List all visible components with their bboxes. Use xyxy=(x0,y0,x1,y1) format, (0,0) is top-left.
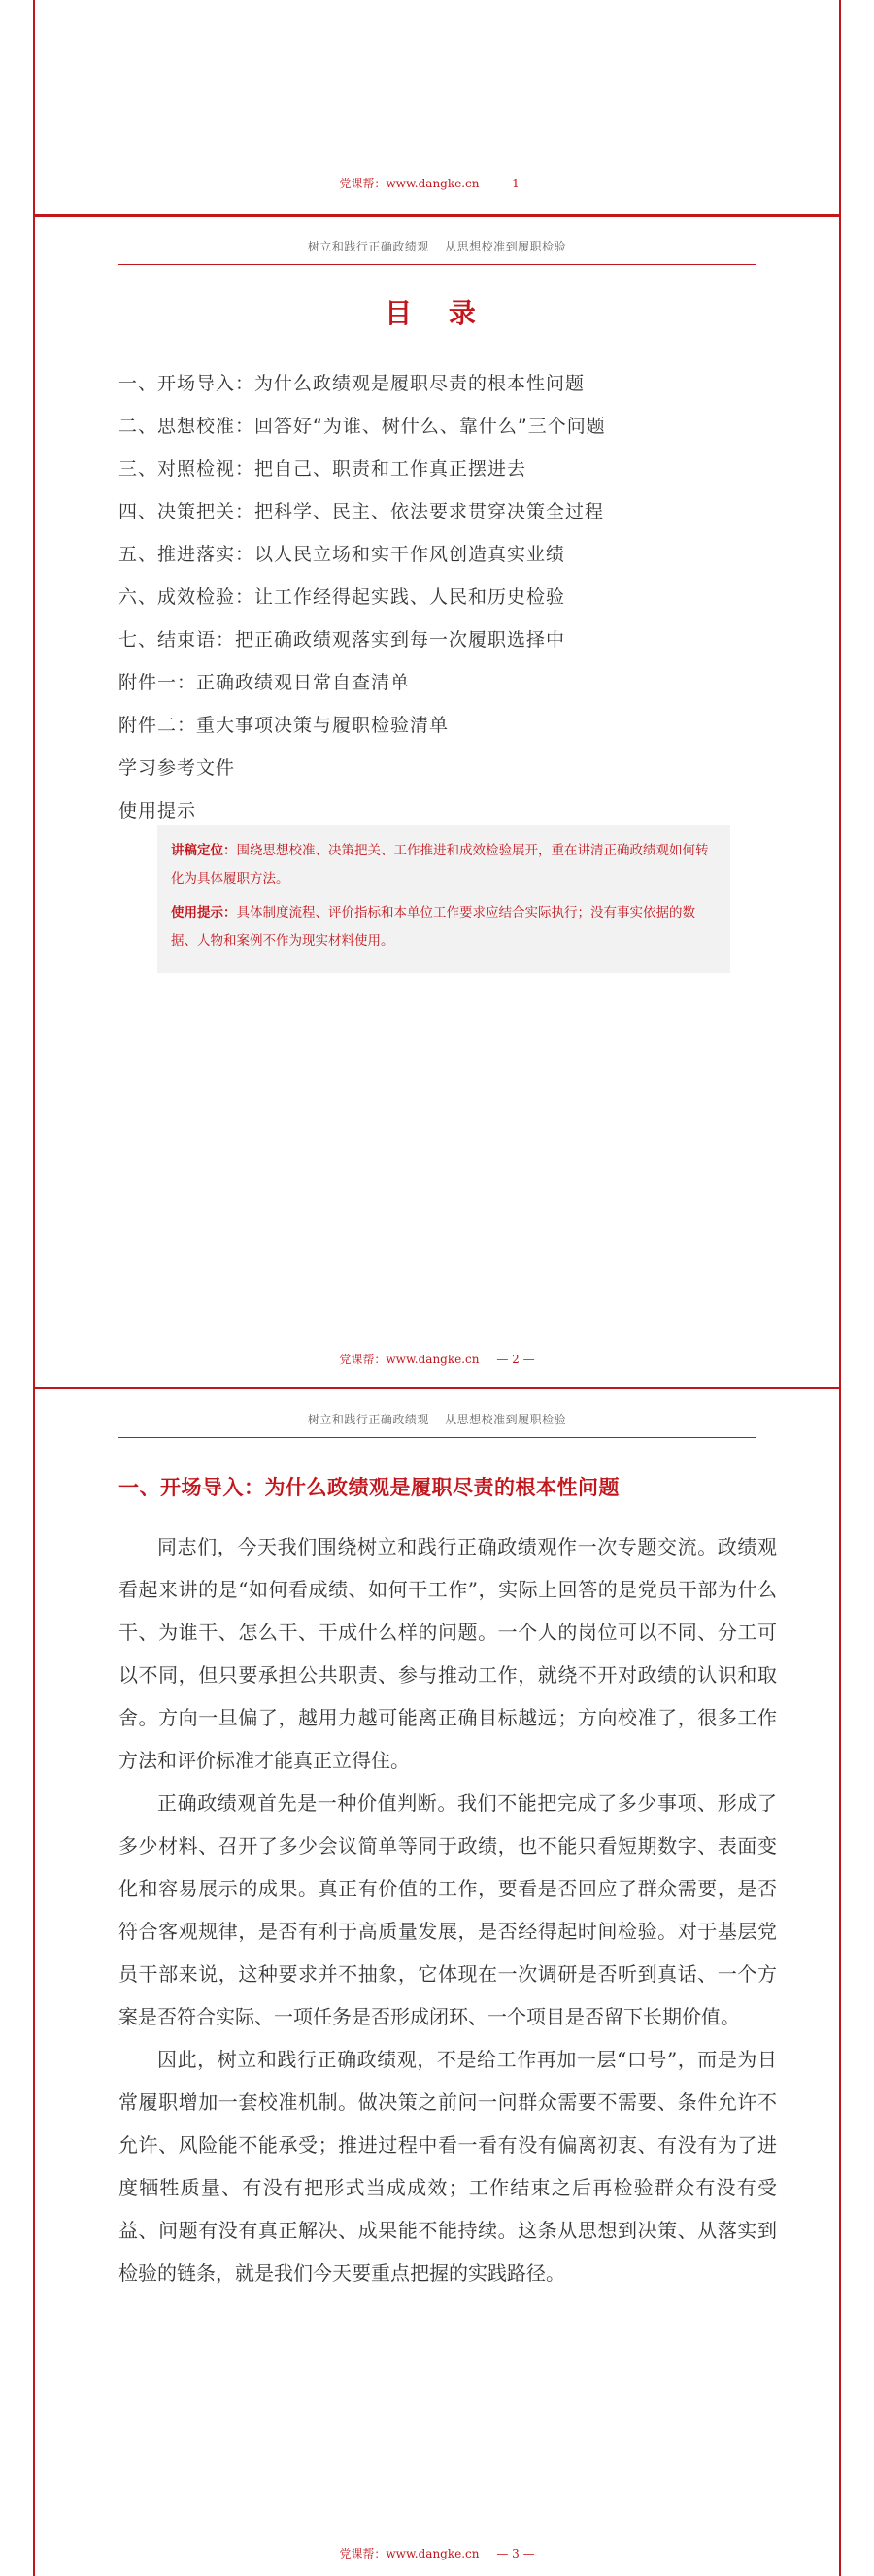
page-1 xyxy=(33,0,841,214)
toc-item[interactable]: 附件二：重大事项决策与履职检验清单 xyxy=(118,715,450,736)
running-header xyxy=(118,238,756,265)
page-footer xyxy=(35,2545,839,2561)
toc-item[interactable]: 使用提示 xyxy=(118,800,197,821)
positioning-note xyxy=(171,837,717,893)
running-header-title: 树立和践行正确政绩观 xyxy=(307,1413,429,1426)
body-paragraph: 正确政绩观首先是一种价值判断。我们不能把完成了多少事项、形成了多少材料、召开了多少会议简单等同于政绩，也不能只看短期数字、表面变化和容易展示的成果。真正有价值的工作，要看是否回应了群众需要，是否符合客观规律，是否有利于高质量发展，是否经得起时间检验。对于基层党员干部来说，这种要求并不抽象，它体现在一次调研是否听到真话、一个方案是否符合实际、一项任务是否形成闭环、一个项目是否留下长期价值。 xyxy=(118,1791,777,2028)
page-number: — 3 — xyxy=(496,2547,535,2560)
usage-note-box xyxy=(157,825,730,973)
usage-label: 使用提示： xyxy=(171,905,237,920)
toc-item[interactable]: 七、结束语：把正确政绩观落实到每一次履职选择中 xyxy=(118,629,566,651)
running-header-subtitle: 从思想校准到履职检验 xyxy=(445,240,567,253)
positioning-text: 围绕思想校准、决策把关、工作推进和成效检验展开，重在讲清正确政绩观如何转化为具体履职方法。 xyxy=(171,843,709,887)
body-paragraph: 同志们，今天我们围绕树立和践行正确政绩观作一次专题交流。政绩观看起来讲的是“如何看成绩、如何干工作”，实际上回答的是党员干部为什么干、为谁干、怎么干、干成什么样的问题。一个人的岗位可以不同、分工可以不同，但只要承担公共职责、参与推动工作，就绕不开对政绩的认识和取舍。方向一旦偏了，越用力越可能离正确目标越远；方向校准了，很多工作方法和评价标准才能真正立得住。 xyxy=(118,1535,777,1772)
toc-item[interactable]: 三、对照检视：把自己、职责和工作真正摆进去 xyxy=(118,458,527,480)
running-header-subtitle: 从思想校准到履职检验 xyxy=(445,1413,567,1426)
page-footer xyxy=(35,175,839,191)
body-paragraph: 因此，树立和践行正确政绩观，不是给工作再加一层“口号”，而是为日常履职增加一套校准机制。做决策之前问一问群众需要不需要、条件允许不允许、风险能不能承受；推进过程中看一看有没有偏离初衷、有没有为了进度牺牲质量、有没有把形式当成成效；工作结束之后再检验群众有没有受益、问题有没有真正解决、成果能不能持续。这条从思想到决策、从落实到检验的链条，就是我们今天要重点把握的实践路径。 xyxy=(118,2048,777,2285)
toc-list xyxy=(118,362,781,832)
toc-item[interactable]: 六、成效检验：让工作经得起实践、人民和历史检验 xyxy=(118,586,566,608)
page-number: — 2 — xyxy=(496,1353,535,1366)
toc-item[interactable]: 学习参考文件 xyxy=(118,757,236,779)
usage-text: 具体制度流程、评价指标和本单位工作要求应结合实际执行；没有事实依据的数据、人物和案例不作为现实材料使用。 xyxy=(171,905,695,949)
toc-item[interactable]: 一、开场导入：为什么政绩观是履职尽责的根本性问题 xyxy=(118,373,586,394)
page-3 xyxy=(33,1387,841,2576)
running-header-title: 树立和践行正确政绩观 xyxy=(307,240,429,253)
page-footer xyxy=(35,1351,839,1367)
toc-item[interactable]: 五、推进落实：以人民立场和实干作风创造真实业绩 xyxy=(118,544,566,565)
toc-item[interactable]: 二、思想校准：回答好“为谁、树什么、靠什么”三个问题 xyxy=(118,416,606,437)
running-header xyxy=(118,1411,756,1438)
page-number: — 1 — xyxy=(496,177,535,190)
footer-site: 党课帮：www.dangke.cn xyxy=(339,1353,480,1366)
toc-item[interactable]: 四、决策把关：把科学、民主、依法要求贯穿决策全过程 xyxy=(118,501,605,522)
section-heading: 一、开场导入：为什么政绩观是履职尽责的根本性问题 xyxy=(118,1476,620,1499)
footer-site: 党课帮：www.dangke.cn xyxy=(339,2547,480,2560)
footer-site: 党课帮：www.dangke.cn xyxy=(339,177,480,190)
page-2 xyxy=(33,214,841,1387)
toc-item[interactable]: 附件一：正确政绩观日常自查清单 xyxy=(118,672,411,693)
usage-note xyxy=(171,899,717,955)
positioning-label: 讲稿定位： xyxy=(171,843,237,858)
toc-title: 目 录 xyxy=(385,297,489,329)
section-body xyxy=(118,1525,777,2294)
